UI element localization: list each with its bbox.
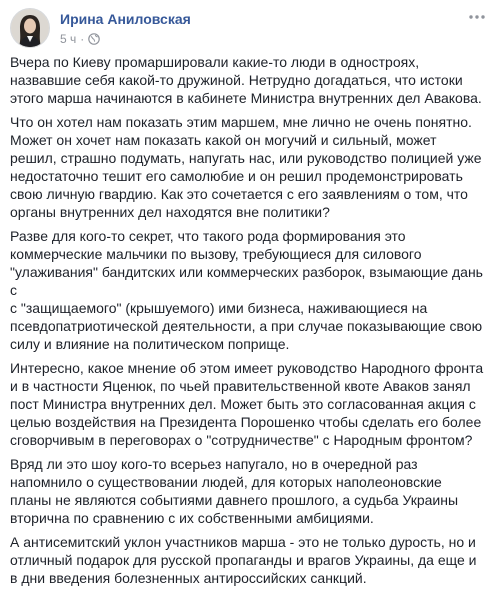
author-name[interactable]: Ирина Аниловская <box>60 11 191 27</box>
post-paragraph: Вчера по Киеву промаршировали какие-то люди в одностроях, назвавшие себя какой-то дружиной. Нетрудно догадаться, что истоки этого марша начинаются в кабинете Министра внутренних дел Авакова. <box>10 54 482 106</box>
post-paragraph: Разве для кого-то секрет, что такого рода формирования это коммерческие мальчики по вызову, требующиеся для силового "улаживания" бандитских или коммерческих разборок, взымающие дань с с "защищаемого" (крышуемого) ими бизнеса, наживающиеся на псевдопатриотической деятельности, а при случае показывающие свою силу и влияние на политическом поприще. <box>10 228 483 352</box>
post-paragraph: А антисемитский уклон участников марша - это не только дурость, но и отличный подарок для русской пропаганды и врагов Украины, да еще и в дни введения болезненных антироссийских санкций. <box>10 534 477 586</box>
post-meta <box>60 31 100 47</box>
post-paragraph: Вряд ли это шоу кого-то всерьез напугало, но в очередной раз напомнило о существовании людей, для которых наполеоновские планы не являются событиями давнего прошлого, а судьба Украины вторична по сравнению с их собственными амбициями. <box>10 456 459 526</box>
author-avatar[interactable] <box>10 8 50 48</box>
globe-icon[interactable] <box>88 33 100 45</box>
post-paragraph: Что он хотел нам показать этим маршем, мне лично не очень понятно. Может он хочет нам показать какой он могучий и сильный, может решил, страшно подумать, напугать нас, или руководство полицией уже недостаточно тешит его самолюбие и он решил продемонстрировать свою личную гвардию. Как это сочетается с его заявлениям о том, что органы внутренних дел находятся вне политики? <box>10 114 482 220</box>
post-header <box>10 8 490 52</box>
post-paragraph: Интересно, какое мнение об этом имеет руководство Народного фронта и в частности Яценюк, по чьей правительственной квоте Аваков занял пост Министра внутренних дел. Может быть это согласованная акция с целью воздействия на Президента Порошенко чтобы сделать его более сговорчивым в переговорах о "сотрудничестве" с Народным фронтом? <box>10 360 484 448</box>
more-options-icon[interactable] <box>466 10 488 24</box>
meta-separator: · <box>80 32 85 46</box>
post-timestamp[interactable]: 5 ч <box>60 32 77 46</box>
post-body <box>10 53 490 593</box>
avatar-photo <box>11 9 49 47</box>
